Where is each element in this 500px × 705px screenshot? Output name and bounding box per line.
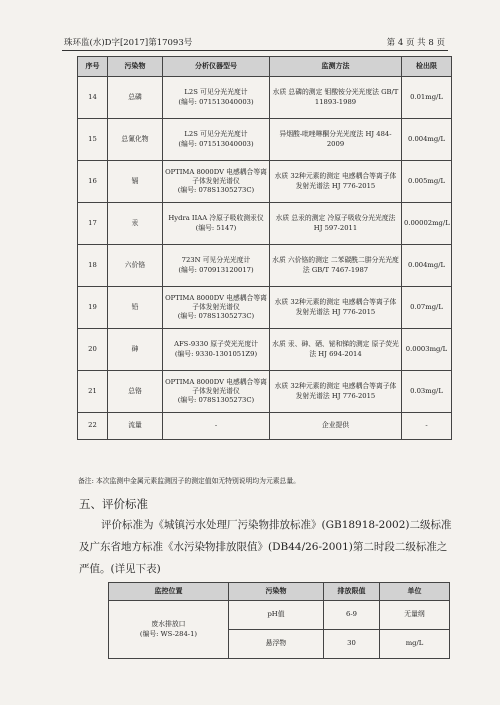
method-cell: 水质 六价铬的测定 二苯碳酰二肼分光光度法 GB/T 7467-1987 bbox=[270, 245, 402, 287]
detection-limit-cell: 0.00002mg/L bbox=[402, 203, 452, 245]
detection-limit-cell: 0.07mg/L bbox=[402, 287, 452, 329]
pollutant-cell: 流量 bbox=[108, 413, 163, 440]
column-header: 检出限 bbox=[402, 57, 452, 77]
method-cell: 水质 总汞的测定 冷原子吸收分光光度法 HJ 597-2011 bbox=[270, 203, 402, 245]
detection-limit-cell: 0.005mg/L bbox=[402, 161, 452, 203]
pollutant-cell: 铅 bbox=[108, 287, 163, 329]
instrument-cell: OPTIMA 8000DV 电感耦合等离子体发射光谱仪 (编号: 078S1305273C) bbox=[163, 287, 270, 329]
column-header: 污染物 bbox=[108, 57, 163, 77]
method-cell: 水质 32种元素的测定 电感耦合等离子体发射光谱法 HJ 776-2015 bbox=[270, 371, 402, 413]
table-row bbox=[78, 161, 452, 203]
page-info: 第 4 页 共 8 页 bbox=[386, 38, 445, 48]
table-row bbox=[78, 371, 452, 413]
row-number-cell: 19 bbox=[78, 287, 108, 329]
unit-cell: mg/L bbox=[380, 630, 450, 659]
pollutant-cell: 砷 bbox=[108, 329, 163, 371]
unit-cell: 无量纲 bbox=[380, 601, 450, 630]
column-header: 分析仪器型号 bbox=[163, 57, 270, 77]
limit-value-cell: 6-9 bbox=[324, 601, 380, 630]
method-cell: 企业提供 bbox=[270, 413, 402, 440]
pollutant-cell: 总氰化物 bbox=[108, 119, 163, 161]
pollutant-cell: 总铬 bbox=[108, 371, 163, 413]
detection-limit-cell: 0.0003mg/L bbox=[402, 329, 452, 371]
instrument-cell: OPTIMA 8000DV 电感耦合等离子体发射光谱仪 (编号: 078S1305273C) bbox=[163, 161, 270, 203]
detection-limit-cell: 0.01mg/L bbox=[402, 77, 452, 119]
row-number-cell: 18 bbox=[78, 245, 108, 287]
row-number-cell: 21 bbox=[78, 371, 108, 413]
column-header: 序号 bbox=[78, 57, 108, 77]
instrument-cell: 723N 可见分光光度计 (编号: 070913120017) bbox=[163, 245, 270, 287]
method-cell: 水质 汞、砷、硒、铋和锑的测定 原子荧光法 HJ 694-2014 bbox=[270, 329, 402, 371]
column-header: 监控位置 bbox=[109, 583, 229, 601]
report-number: 珠环监(水)D字[2017]第17093号 bbox=[64, 38, 193, 48]
method-cell: 异烟酸-吡唑啉酮分光光度法 HJ 484-2009 bbox=[270, 119, 402, 161]
row-number-cell: 17 bbox=[78, 203, 108, 245]
instrument-cell: L2S 可见分光光度计 (编号: 071513040003) bbox=[163, 119, 270, 161]
table-row bbox=[109, 601, 450, 630]
column-header: 监测方法 bbox=[270, 57, 402, 77]
row-number-cell: 15 bbox=[78, 119, 108, 161]
column-header: 污染物 bbox=[229, 583, 324, 601]
table-header-row bbox=[78, 57, 452, 77]
detection-limit-cell: 0.03mg/L bbox=[402, 371, 452, 413]
method-cell: 水质 32种元素的测定 电感耦合等离子体发射光谱法 HJ 776-2015 bbox=[270, 161, 402, 203]
instrument-cell: - bbox=[163, 413, 270, 440]
table-row bbox=[78, 245, 452, 287]
pollutant-cell: 总磷 bbox=[108, 77, 163, 119]
section-title: 五、评价标准 bbox=[79, 497, 148, 511]
table-row bbox=[78, 287, 452, 329]
monitoring-method-table bbox=[77, 56, 452, 440]
instrument-cell: L2S 可见分光光度计 (编号: 071513040003) bbox=[163, 77, 270, 119]
row-number-cell: 20 bbox=[78, 329, 108, 371]
table-row bbox=[78, 413, 452, 440]
emission-limits-table bbox=[108, 582, 450, 659]
row-number-cell: 14 bbox=[78, 77, 108, 119]
pollutant-cell: 镉 bbox=[108, 161, 163, 203]
instrument-cell: Hydra IIAA 冷原子吸收测汞仪 (编号: 5147) bbox=[163, 203, 270, 245]
pollutant-cell: pH值 bbox=[229, 601, 324, 630]
table-header-row bbox=[109, 583, 450, 601]
detection-limit-cell: 0.004mg/L bbox=[402, 119, 452, 161]
column-header: 排放限值 bbox=[324, 583, 380, 601]
row-number-cell: 16 bbox=[78, 161, 108, 203]
detection-limit-cell: - bbox=[402, 413, 452, 440]
monitoring-location: 废水排放口 (编号: WS-284-1) bbox=[109, 601, 229, 659]
limit-value-cell: 30 bbox=[324, 630, 380, 659]
section-body: 评价标准为《城镇污水处理厂污染物排放标准》(GB18918-2002)二级标准及广东省地方标准《水污染物排放限值》(DB44/26-2001)第二时段二级标准之严值。(详见下表) bbox=[79, 519, 452, 575]
table-row bbox=[78, 119, 452, 161]
row-number-cell: 22 bbox=[78, 413, 108, 440]
method-cell: 水质 32种元素的测定 电感耦合等离子体发射光谱法 HJ 776-2015 bbox=[270, 287, 402, 329]
pollutant-cell: 六价铬 bbox=[108, 245, 163, 287]
table-row bbox=[78, 77, 452, 119]
column-header: 单位 bbox=[380, 583, 450, 601]
instrument-cell: AFS-9330 原子荧光光度计 (编号: 9330-1301051Z9) bbox=[163, 329, 270, 371]
table-note: 备注: 本次监测中金属元素监测因子的测定值如无特别说明均为元素总量。 bbox=[78, 477, 300, 485]
detection-limit-cell: 0.004mg/L bbox=[402, 245, 452, 287]
instrument-cell: OPTIMA 8000DV 电感耦合等离子体发射光谱仪 (编号: 078S1305273C) bbox=[163, 371, 270, 413]
pollutant-cell: 悬浮物 bbox=[229, 630, 324, 659]
table-row bbox=[78, 329, 452, 371]
method-cell: 水质 总磷的测定 钼酸铵分光光度法 GB/T 11893-1989 bbox=[270, 77, 402, 119]
table-row bbox=[78, 203, 452, 245]
pollutant-cell: 汞 bbox=[108, 203, 163, 245]
header-divider bbox=[62, 50, 448, 51]
